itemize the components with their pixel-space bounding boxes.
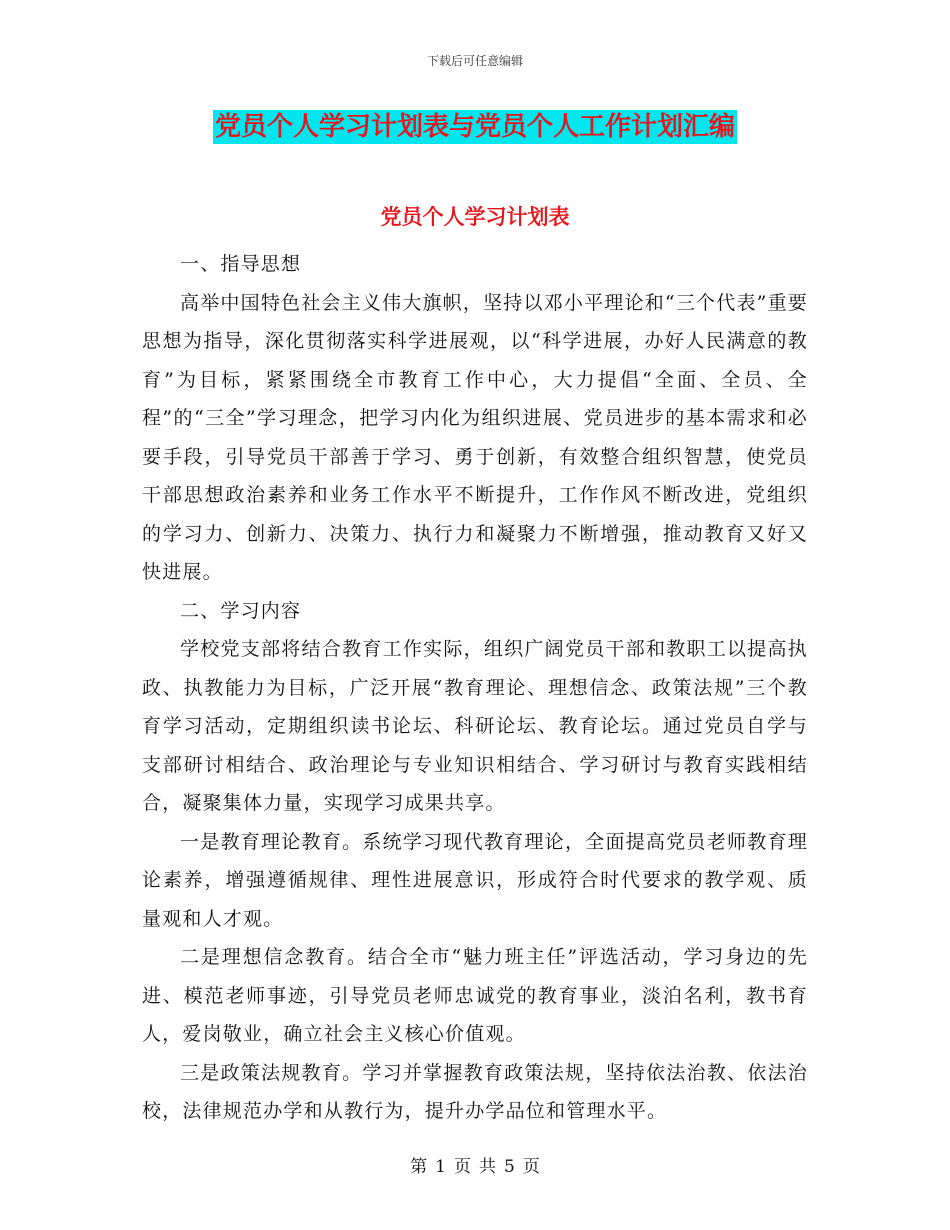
header-note: 下载后可任意编辑 <box>426 54 523 68</box>
footer-suffix: 页 <box>522 1157 540 1177</box>
footer-current-page: 1 <box>435 1157 446 1177</box>
footer-page-word: 页 <box>454 1157 471 1177</box>
footer-total-word: 共 <box>479 1157 496 1177</box>
main-title: 党员个人学习计划表与党员个人工作计划汇编 <box>214 112 735 142</box>
paragraph-study-content: 学校党支部将结合教育工作实际，组织广阔党员干部和教职工以提高执政、执教能力为目标，广泛开展“教育理论、理想信念、政策法规”三个教育学习活动，定期组织读书论坛、科研论坛、教育论坛。通过党员自学与支部研讨相结合、政治理论与专业知识相结合、学习研讨与教育实践相结合，凝聚集体力量，实现学习成果共享。 <box>142 638 808 814</box>
section-title: 党员个人学习计划表 <box>380 205 570 229</box>
heading-study-content: 二、学习内容 <box>180 599 302 622</box>
document-body <box>142 245 808 1131</box>
paragraph-policy-education: 三是政策法规教育。学习并掌握教育政策法规，坚持依法治教、依法治校，法律规范办学和从教行为，提升办学品位和管理水平。 <box>142 1061 808 1122</box>
paragraph-guiding-ideology: 高举中国特色社会主义伟大旗帜，坚持以邓小平理论和“三个代表”重要思想为指导，深化贯彻落实科学进展观，以“科学进展，办好人民满意的教育”为目标，紧紧围绕全市教育工作中心，大力提倡“全面、全员、全程”的“三全”学习理念，把学习内化为组织进展、党员进步的基本需求和必要手段，引导党员干部善于学习、勇于创新，有效整合组织智慧，使党员干部思想政治素养和业务工作水平不断提升，工作作风不断改进，党组织的学习力、创新力、决策力、执行力和凝聚力不断增强，推动教育又好又快进展。 <box>142 291 808 583</box>
paragraph-ideals-education: 二是理想信念教育。结合全市“魅力班主任”评选活动，学习身边的先进、模范老师事迹，引导党员老师忠诚党的教育事业，淡泊名利，教书育人，爱岗敬业，确立社会主义核心价值观。 <box>142 946 808 1045</box>
footer-prefix: 第 <box>410 1157 428 1177</box>
page-footer <box>0 1152 950 1177</box>
heading-guiding-ideology: 一、指导思想 <box>180 253 302 275</box>
footer-total-pages: 5 <box>504 1157 515 1177</box>
main-title-container <box>0 110 950 144</box>
paragraph-theory-education: 一是教育理论教育。系统学习现代教育理论，全面提高党员老师教育理论素养，增强遵循规律、理性进展意识，形成符合时代要求的教学观、质量观和人才观。 <box>142 830 808 930</box>
